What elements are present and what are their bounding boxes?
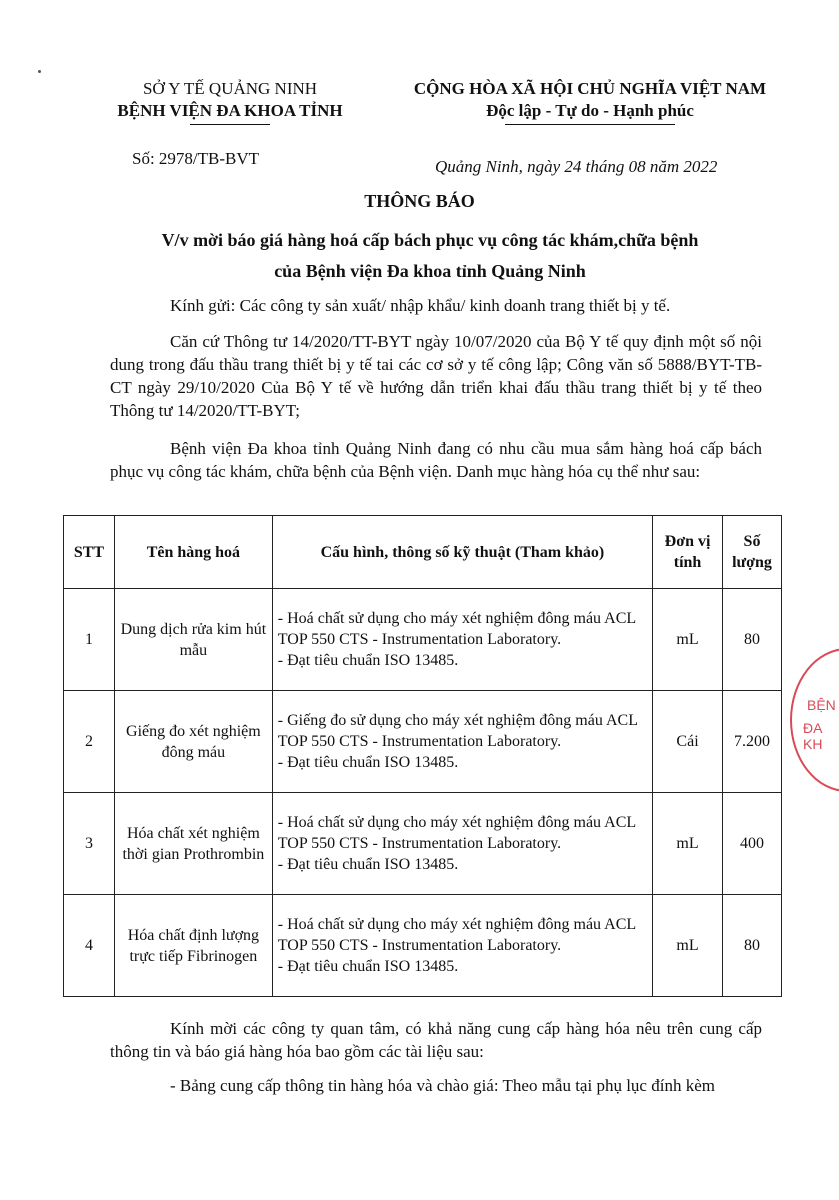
spec-line: - Đạt tiêu chuẩn ISO 13485. (277, 652, 459, 669)
paragraph-purchase-need: Bệnh viện Đa khoa tỉnh Quảng Ninh đang có nhu cầu mua sắm hàng hoá cấp bách phục vụ công tác khám, chữa bệnh của Bệnh viện. Danh mục hàng hóa cụ thể như sau: (110, 439, 762, 481)
table-header-row (64, 516, 782, 589)
cell-name: Dung dịch rửa kim hút mẫu (114, 589, 272, 691)
cell-unit: mL (653, 793, 723, 895)
paragraph-legal-basis: Căn cứ Thông tư 14/2020/TT-BYT ngày 10/07/2020 của Bộ Y tế quy định một số nội dung trong đấu thầu trang thiết bị y tế tai các cơ sở y tế công lập; Công văn số 5888/BYT-TB-CT ngày 29/10/2020 Của Bộ Y tế về hướng dẫn triển khai đấu thầu trang thiết bị y tế theo Thông tư 14/2020/TT-BYT; (110, 332, 762, 420)
national-motto: Độc lập - Tự do - Hạnh phúc (486, 101, 694, 120)
national-title: CỘNG HÒA XÃ HỘI CHỦ NGHĨA VIỆT NAM (413, 79, 767, 98)
spec-line: - Đạt tiêu chuẩn ISO 13485. (277, 754, 459, 771)
cell-unit: mL (653, 589, 723, 691)
table-row (64, 895, 782, 997)
cell-spec (272, 691, 652, 793)
subtitle-line-2: của Bệnh viện Đa khoa tỉnh Quảng Ninh (274, 261, 586, 281)
spec-line: - Hoá chất sử dụng cho máy xét nghiệm đông máu ACL TOP 550 CTS - Instrumentation Laboratory. (277, 610, 636, 648)
table-row (64, 793, 782, 895)
scan-speck (38, 70, 41, 73)
bullet-item: - Bảng cung cấp thông tin hàng hóa và chào giá: Theo mẫu tại phụ lục đính kèm (170, 1076, 715, 1095)
spec-line: - Đạt tiêu chuẩn ISO 13485. (277, 958, 459, 975)
table-row (64, 589, 782, 691)
col-header-unit: Đơn vị tính (653, 516, 723, 589)
spec-line: - Đạt tiêu chuẩn ISO 13485. (277, 856, 459, 873)
issuer-hospital: BỆNH VIỆN ĐA KHOA TỈNH (117, 101, 343, 120)
col-header-qty: Số lượng (723, 516, 782, 589)
issuer-block (95, 78, 365, 122)
cell-unit: mL (653, 895, 723, 997)
cell-name: Giếng đo xét nghiệm đông máu (114, 691, 272, 793)
cell-spec (272, 793, 652, 895)
document-subtitle (110, 225, 750, 287)
document-title: THÔNG BÁO (364, 191, 475, 211)
cell-stt: 2 (64, 691, 115, 793)
subtitle-line-1: V/v mời báo giá hàng hoá cấp bách phục vụ công tác khám,chữa bệnh (161, 230, 699, 250)
issuer-underline (190, 124, 270, 125)
cell-name: Hóa chất định lượng trực tiếp Fibrinogen (114, 895, 272, 997)
seal-text-top: BỆN (807, 697, 836, 713)
table-row (64, 691, 782, 793)
document-date: Quảng Ninh, ngày 24 tháng 08 năm 2022 (435, 157, 718, 176)
cell-qty: 80 (723, 589, 782, 691)
cell-qty: 400 (723, 793, 782, 895)
cell-qty: 7.200 (723, 691, 782, 793)
col-header-name: Tên hàng hoá (114, 516, 272, 589)
goods-table (63, 515, 782, 997)
cell-name: Hóa chất xét nghiệm thời gian Prothrombin (114, 793, 272, 895)
document-number: Số: 2978/TB-BVT (132, 149, 260, 168)
cell-qty: 80 (723, 895, 782, 997)
motto-underline (505, 124, 675, 125)
paragraph-invitation: Kính mời các công ty quan tâm, có khả năng cung cấp hàng hóa nêu trên cung cấp thông tin và báo giá hàng hóa bao gồm các tài liệu sau: (110, 1019, 762, 1061)
issuer-department: SỞ Y TẾ QUẢNG NINH (142, 79, 318, 98)
seal-text-bottom: ĐA KH (803, 720, 823, 752)
cell-stt: 1 (64, 589, 115, 691)
cell-unit: Cái (653, 691, 723, 793)
cell-spec (272, 589, 652, 691)
cell-spec (272, 895, 652, 997)
cell-stt: 3 (64, 793, 115, 895)
col-header-spec: Cấu hình, thông số kỹ thuật (Tham khảo) (272, 516, 652, 589)
cell-stt: 4 (64, 895, 115, 997)
spec-line: - Hoá chất sử dụng cho máy xét nghiệm đông máu ACL TOP 550 CTS - Instrumentation Laboratory. (277, 916, 636, 954)
national-motto-block (385, 78, 795, 122)
col-header-stt: STT (64, 516, 115, 589)
recipients-line: Kính gửi: Các công ty sản xuất/ nhập khẩu/ kinh doanh trang thiết bị y tế. (170, 296, 671, 315)
spec-line: - Hoá chất sử dụng cho máy xét nghiệm đông máu ACL TOP 550 CTS - Instrumentation Laboratory. (277, 814, 636, 852)
spec-line: - Giếng đo sử dụng cho máy xét nghiệm đông máu ACL TOP 550 CTS - Instrumentation Laboratory. (277, 712, 638, 750)
